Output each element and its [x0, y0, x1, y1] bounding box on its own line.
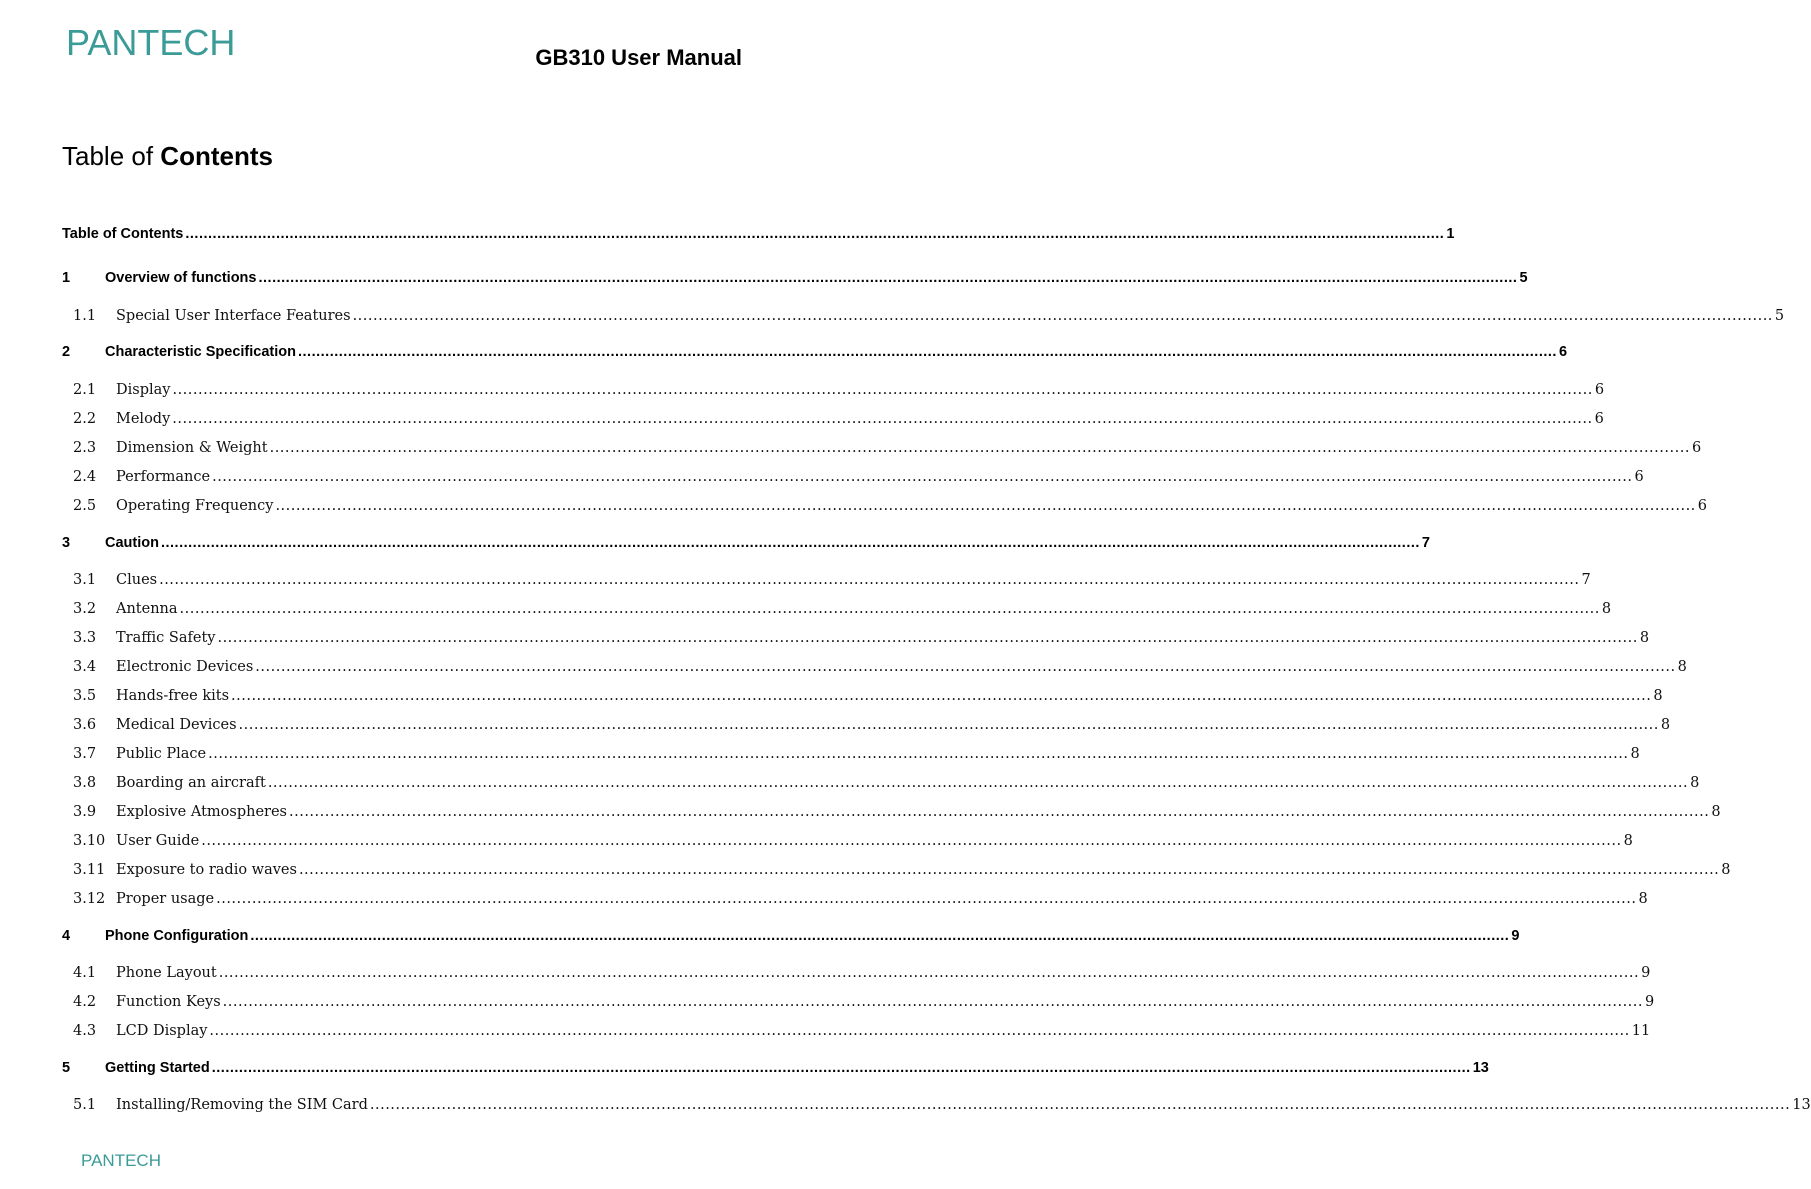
- toc-entry-page: 8: [1639, 630, 1650, 646]
- toc-entry-number: 4.1: [73, 965, 97, 981]
- toc-entry-number: 5: [62, 1060, 71, 1076]
- toc-leader-dots: [161, 535, 1420, 551]
- toc-leader-dots: [270, 440, 1690, 456]
- toc-entry-number: 1: [62, 270, 71, 286]
- toc-leader-dots: [212, 1060, 1471, 1076]
- toc-leader-dots: [172, 411, 1592, 427]
- toc-heading: [62, 141, 273, 172]
- toc-entry-label: Getting Started: [105, 1060, 210, 1076]
- toc-entry-number: 2.4: [73, 469, 97, 485]
- toc-leader-dots: [209, 1023, 1629, 1039]
- toc-entry-page: 11: [1631, 1023, 1651, 1039]
- toc-entry-page: 9: [1511, 928, 1520, 944]
- footer-logo-text: PANTECH: [81, 1151, 161, 1170]
- toc-leader-dots: [289, 804, 1709, 820]
- logo-text: PANTECH: [66, 22, 236, 63]
- toc-entry-number: 4.3: [73, 1023, 97, 1039]
- toc-entry[interactable]: [62, 746, 1640, 768]
- toc-entry-label: Exposure to radio waves: [116, 862, 297, 878]
- toc-entry[interactable]: [62, 535, 1430, 557]
- toc-entry-label: Explosive Atmospheres: [116, 804, 287, 820]
- toc-entry-label: Table of Contents: [62, 226, 184, 242]
- toc-entry-label: Proper usage: [116, 891, 215, 907]
- toc-leader-dots: [219, 965, 1639, 981]
- toc-entry[interactable]: [62, 226, 1455, 248]
- toc-entry[interactable]: [62, 833, 1633, 855]
- toc-entry-label: Operating Frequency: [116, 498, 274, 514]
- toc-entry-label: Characteristic Specification: [105, 344, 296, 360]
- toc-entry[interactable]: [62, 440, 1702, 462]
- toc-entry[interactable]: [62, 411, 1604, 433]
- pantech-logo: [64, 18, 236, 64]
- toc-entry[interactable]: [62, 994, 1655, 1016]
- toc-entry-number: 3.7: [73, 746, 97, 762]
- toc-entry-label: Phone Configuration: [105, 928, 249, 944]
- document-title: GB310 User Manual: [535, 45, 742, 70]
- toc-leader-dots: [258, 270, 1517, 286]
- toc-entry[interactable]: [62, 469, 1644, 491]
- toc-entry-page: 8: [1601, 601, 1612, 617]
- toc-entry-page: 5: [1519, 270, 1528, 286]
- toc-entry-label: User Guide: [116, 833, 200, 849]
- toc-entry-label: Function Keys: [116, 994, 221, 1010]
- toc-leader-dots: [231, 688, 1651, 704]
- toc-leader-dots: [250, 928, 1509, 944]
- toc-entry[interactable]: [62, 659, 1687, 681]
- toc-entry-number: 2.2: [73, 411, 97, 427]
- toc-entry-page: 5: [1774, 308, 1785, 324]
- toc-entry-label: Traffic Safety: [116, 630, 216, 646]
- toc-entry[interactable]: [62, 891, 1648, 913]
- toc-entry-number: 3.11: [73, 862, 106, 878]
- toc-entry-number: 5.1: [73, 1097, 97, 1113]
- toc-entry-number: 3.5: [73, 688, 97, 704]
- toc-leader-dots: [353, 308, 1773, 324]
- toc-leader-dots: [298, 344, 1557, 360]
- toc-entry[interactable]: [62, 804, 1721, 826]
- toc-entry-label: Hands-free kits: [116, 688, 230, 704]
- toc-entry-label: Melody: [116, 411, 171, 427]
- toc-entry-page: 8: [1677, 659, 1687, 675]
- toc-entry-number: 1.1: [73, 308, 97, 324]
- toc-entry-page: 8: [1630, 746, 1640, 762]
- toc-entry-number: 2.1: [73, 382, 97, 398]
- toc-entry-label: Installing/Removing the SIM Card: [116, 1097, 368, 1113]
- toc-leader-dots: [201, 833, 1621, 849]
- pantech-footer-logo: [80, 1147, 161, 1171]
- toc-entry-label: Public Place: [116, 746, 207, 762]
- toc-entry-page: 8: [1721, 862, 1731, 878]
- toc-entry-page: 8: [1638, 891, 1648, 907]
- toc-heading-plain: Table of: [62, 141, 161, 171]
- toc-entry-number: 2.5: [73, 498, 97, 514]
- toc-entry-label: Performance: [116, 469, 211, 485]
- toc-leader-dots: [239, 717, 1659, 733]
- toc-entry-page: 6: [1691, 440, 1702, 456]
- toc-entry[interactable]: [62, 270, 1528, 292]
- toc-entry-number: 3.9: [73, 804, 97, 820]
- toc-leader-dots: [370, 1097, 1790, 1113]
- toc-entry-number: 3.8: [73, 775, 97, 791]
- toc-entry[interactable]: [62, 1097, 1811, 1119]
- toc-entry[interactable]: [62, 382, 1605, 404]
- toc-entry-page: 6: [1697, 498, 1708, 514]
- toc-entry[interactable]: [62, 1060, 1489, 1082]
- toc-entry-number: 3.12: [73, 891, 106, 907]
- toc-leader-dots: [299, 862, 1719, 878]
- toc-leader-dots: [185, 226, 1444, 242]
- toc-entry[interactable]: [62, 1023, 1651, 1045]
- toc-entry-number: 2.3: [73, 440, 97, 456]
- toc-entry-number: 3.6: [73, 717, 97, 733]
- toc-leader-dots: [275, 498, 1695, 514]
- toc-entry-number: 3.3: [73, 630, 97, 646]
- toc-entry[interactable]: [62, 717, 1671, 739]
- toc-entry-page: 8: [1653, 688, 1663, 704]
- toc-leader-dots: [208, 746, 1628, 762]
- toc-leader-dots: [268, 775, 1688, 791]
- toc-entry-page: 8: [1623, 833, 1633, 849]
- toc-entry[interactable]: [62, 601, 1612, 623]
- toc-entry[interactable]: [62, 862, 1731, 884]
- toc-entry[interactable]: [62, 965, 1651, 987]
- toc-entry[interactable]: [62, 344, 1568, 366]
- toc-entry-label: Dimension & Weight: [116, 440, 268, 456]
- toc-entry-page: 9: [1645, 994, 1655, 1010]
- toc-leader-dots: [255, 659, 1675, 675]
- toc-entry[interactable]: [62, 498, 1708, 520]
- toc-entry-page: 9: [1641, 965, 1651, 981]
- toc-entry-label: Special User Interface Features: [116, 308, 351, 324]
- toc-entry-label: Electronic Devices: [116, 659, 254, 675]
- toc-entry-page: 8: [1711, 804, 1721, 820]
- toc-entry[interactable]: [62, 572, 1591, 594]
- toc-entry-label: Antenna: [116, 601, 178, 617]
- toc-entry-number: 3.1: [73, 572, 97, 588]
- toc-entry-page: 13: [1792, 1097, 1811, 1113]
- toc-entry-page: 8: [1660, 717, 1671, 733]
- toc-entry[interactable]: [62, 775, 1700, 797]
- toc-entry-label: Boarding an aircraft: [116, 775, 266, 791]
- toc-entry-number: 2: [62, 344, 71, 360]
- toc-entry-page: 6: [1558, 344, 1568, 360]
- toc-entry[interactable]: [62, 630, 1650, 652]
- toc-entry-page: 6: [1634, 469, 1644, 485]
- toc-leader-dots: [180, 601, 1600, 617]
- toc-entry-number: 3.10: [73, 833, 106, 849]
- toc-leader-dots: [159, 572, 1579, 588]
- toc-leader-dots: [217, 630, 1637, 646]
- toc-entry-page: 7: [1421, 535, 1430, 551]
- toc-entry-label: Caution: [105, 535, 159, 551]
- toc-entry-page: 1: [1446, 226, 1455, 242]
- toc-entry-label: Medical Devices: [116, 717, 237, 733]
- toc-entry-label: Overview of functions: [105, 270, 257, 286]
- toc-entry-label: Phone Layout: [116, 965, 217, 981]
- toc-entry[interactable]: [62, 308, 1785, 330]
- toc-entry-label: Clues: [116, 572, 158, 588]
- toc-leader-dots: [223, 994, 1643, 1010]
- toc-entry-number: 4.2: [73, 994, 97, 1010]
- toc-entry-page: 6: [1594, 411, 1604, 427]
- toc-leader-dots: [216, 891, 1636, 907]
- toc-entry-page: 6: [1594, 382, 1605, 398]
- toc-entry[interactable]: [62, 928, 1520, 950]
- toc-entry-label: Display: [116, 382, 171, 398]
- toc-entry-page: 7: [1581, 572, 1591, 588]
- toc-heading-bold: Contents: [160, 141, 273, 171]
- toc-leader-dots: [212, 469, 1632, 485]
- toc-entry-number: 3: [62, 535, 71, 551]
- toc-entry-number: 4: [62, 928, 71, 944]
- toc-entry-page: 8: [1690, 775, 1700, 791]
- toc-entry[interactable]: [62, 688, 1663, 710]
- toc-entry-number: 3.2: [73, 601, 97, 617]
- toc-entry-number: 3.4: [73, 659, 97, 675]
- toc-entry-page: 13: [1472, 1060, 1489, 1076]
- toc-entry-label: LCD Display: [116, 1023, 208, 1039]
- toc-leader-dots: [172, 382, 1592, 398]
